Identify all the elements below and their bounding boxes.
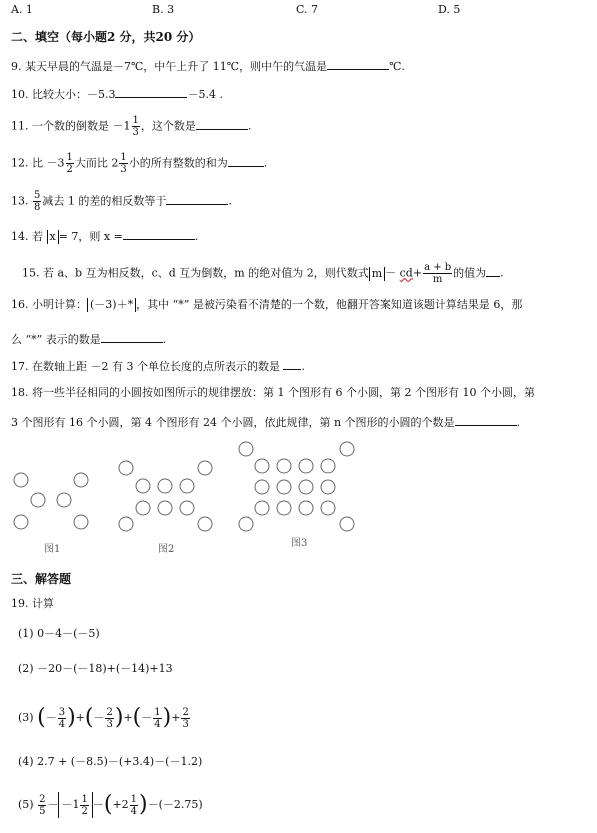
question-12: 12. 比 －3 $\frac{1}{2}$ 大而比 2 $\frac{1}{3}$ 小的所有整数的和为 .	[11, 152, 268, 175]
question-16-cont: 么 “*” 表示的数是 .	[11, 333, 167, 346]
question-14: 14. 若 x = 7，则 x = .	[11, 230, 199, 243]
question-17: 17. 在数轴上距 －2 有 3 个单位长度的点所表示的数是 .	[11, 360, 305, 373]
problem-2: (2) －20－(－18)+(－14)+13	[18, 662, 173, 675]
problem-5: (5) $\frac{2}{5}$ － －1 $\frac{1}{2}$ －(+2 $\frac{1}{4}$ )－(－2.75)	[18, 792, 203, 817]
question-16: 16. 小明计算： (－3)＋* ，其中 “*” 是被污染看不清楚的一个数，他翻开答案知道该题计算结果是 6，那	[11, 298, 523, 311]
section3-title: 三、解答题	[11, 572, 72, 586]
figure-1-label: 图1	[44, 544, 61, 555]
question-18: 18. 将一些半径相同的小圆按如图所示的规律摆放：第 1 个图形有 6 个小圆，第 2 个图形有 10 个小圆，第	[11, 386, 535, 399]
question-18-cont: 3 个图形有 16 个小圆，第 4 个图形有 24 个小圆，依此规律，第 n 个图形的小圆的个数是 .	[11, 416, 521, 429]
question-19-title: 19. 计算	[11, 597, 54, 610]
figure-3-label: 图3	[291, 538, 308, 549]
problem-4: (4) 2.7 + (－8.5)－(+3.4)－(－1.2)	[18, 755, 203, 768]
option-b: B. 3	[152, 3, 175, 16]
option-d: D. 5	[438, 3, 461, 16]
question-11: 11. 一个数的倒数是 －1 $\frac{1}{3}$ ，这个数是 .	[11, 115, 252, 138]
question-10: 10. 比较大小：－5.3 －5.4 .	[11, 88, 223, 101]
section2-title: 二、填空（每小题2 分，共20 分）	[11, 30, 201, 44]
problem-3: (3) (－ $\frac{3}{4}$ )+(－ $\frac{2}{3}$ )+(－ $\frac{1}{4}$ )+ $\frac{2}{3}$	[18, 705, 189, 730]
question-13: 13. $\frac{5}{8}$ 减去 1 的差的相反数等于 .	[11, 190, 232, 213]
question-15: 15. 若 a、b 互为相反数，c、d 互为倒数，m 的绝对值为 2，则代数式 m － cd+ $\frac{a + b}{m}$ 的值为 .	[22, 262, 504, 285]
problem-1: (1) 0－4－(－5)	[18, 627, 100, 640]
figure-2-label: 图2	[158, 544, 175, 555]
option-c: C. 7	[296, 3, 319, 16]
option-a: A. 1	[11, 3, 33, 16]
question-9: 9. 某天早晨的气温是－7℃，中午上升了 11℃，则中午的气温是 ℃.	[11, 60, 405, 73]
